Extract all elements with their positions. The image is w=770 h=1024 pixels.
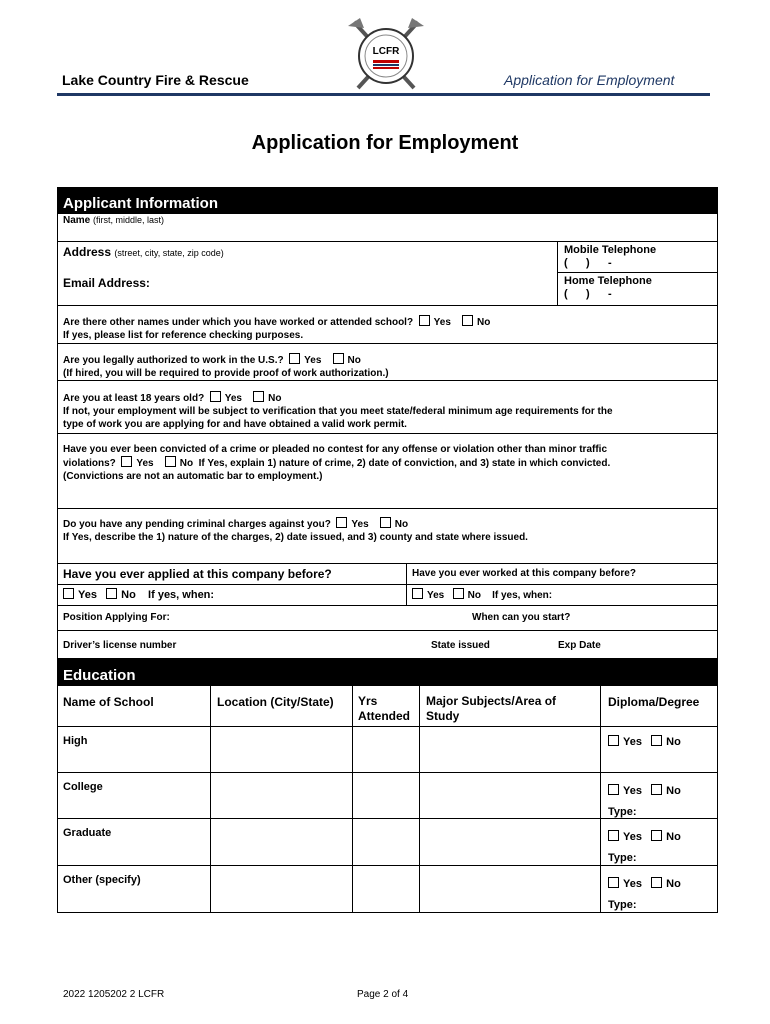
authorized-text: Are you legally authorized to work in the U.S.? (63, 355, 284, 366)
other-yes-checkbox[interactable] (608, 877, 619, 888)
applied-when-label[interactable]: If yes, when: (148, 589, 215, 601)
authorized-no-checkbox[interactable] (333, 353, 344, 364)
col-header-major-1: Major Subjects/Area of (426, 694, 557, 708)
yes-label: Yes (623, 878, 642, 890)
education-section-title: Education (63, 667, 136, 684)
name-label: Name (63, 215, 91, 226)
age-text: Are you at least 18 years old? (63, 393, 205, 404)
address-hint: (street, city, state, zip code) (114, 248, 224, 258)
worked-no-checkbox[interactable] (453, 588, 464, 599)
graduate-yes-checkbox[interactable] (608, 830, 619, 841)
col-divider (419, 685, 420, 913)
mobile-phone-field[interactable] (564, 244, 656, 270)
worked-when-label[interactable]: If yes, when: (492, 590, 553, 601)
no-label: No (666, 785, 681, 797)
age-yes-checkbox[interactable] (210, 391, 221, 402)
worked-question: Have you ever worked at this company before? (412, 568, 636, 579)
convicted-yes-checkbox[interactable] (121, 456, 132, 467)
college-no-checkbox[interactable] (651, 784, 662, 795)
no-label: No (666, 878, 681, 890)
yes-label: Yes (224, 393, 242, 404)
convicted-text-2b: If Yes, explain 1) nature of crime, 2) date of conviction, and 3) state in which convicted. (198, 458, 611, 469)
pending-yes-checkbox[interactable] (336, 517, 347, 528)
school-high: High (63, 735, 88, 747)
yes-label: Yes (304, 355, 322, 366)
age-text-3: type of work you are applying for and have obtained a valid work permit. (63, 419, 407, 430)
other-names-text: Are there other names under which you have worked or attended school? (63, 317, 414, 328)
footer-code: 2022 1205202 2 LCFR (63, 989, 165, 1000)
high-no-checkbox[interactable] (651, 735, 662, 746)
frame-right (717, 214, 718, 658)
education-section-header (57, 658, 718, 685)
authorized-question (63, 353, 703, 380)
state-issued-field[interactable]: State issued (431, 640, 490, 651)
graduate-no-checkbox[interactable] (651, 830, 662, 841)
row-divider (57, 726, 718, 727)
col-header-school: Name of School (63, 695, 154, 709)
school-other: Other (specify) (63, 874, 141, 886)
college-yes-checkbox[interactable] (608, 784, 619, 795)
convicted-text-3: (Convictions are not an automatic bar to employment.) (63, 471, 323, 482)
footer-page-number: Page 2 of 4 (357, 989, 409, 1000)
diploma-answer-other (608, 874, 681, 915)
other-type-label[interactable]: Type: (608, 899, 637, 911)
divider (57, 508, 718, 509)
authorized-text-2: (If hired, you will be required to provide proof of work authorization.) (63, 368, 389, 379)
convicted-text: Have you ever been convicted of a crime or pleaded no contest for any offense or violation other than minor traffic (63, 444, 608, 455)
no-label: No (666, 831, 681, 843)
no-label: No (347, 355, 361, 366)
home-phone-field[interactable] (564, 275, 652, 301)
age-text-2: If not, your employment will be subject to verification that you meet state/federal minimum age requirements for the (63, 406, 613, 417)
col-divider (352, 685, 353, 913)
col-header-location: Location (City/State) (217, 695, 334, 709)
logo (346, 16, 426, 94)
divider (57, 584, 718, 585)
home-phone-label: Home Telephone (564, 275, 652, 287)
yes-label: Yes (78, 589, 97, 601)
header-right-title: Application for Employment (504, 72, 675, 88)
age-no-checkbox[interactable] (253, 391, 264, 402)
no-label: No (477, 317, 491, 328)
exp-date-field[interactable]: Exp Date (558, 640, 601, 651)
col-header-major-2: Study (426, 709, 460, 723)
divider (57, 563, 718, 564)
yes-label: Yes (623, 785, 642, 797)
diploma-answer-high (608, 735, 681, 748)
pending-question (63, 517, 713, 544)
school-graduate: Graduate (63, 827, 112, 839)
applied-answer (63, 588, 214, 601)
other-names-no-checkbox[interactable] (462, 315, 473, 326)
age-question (63, 391, 713, 431)
divider (57, 630, 718, 631)
yes-label: Yes (136, 458, 154, 469)
no-label: No (268, 393, 282, 404)
address-field[interactable] (63, 245, 224, 259)
col-header-yrs-1: Yrs (358, 694, 378, 708)
applied-no-checkbox[interactable] (106, 588, 117, 599)
row-divider (57, 772, 718, 773)
other-names-question (63, 315, 703, 342)
pending-text-2: If Yes, describe the 1) nature of the charges, 2) date issued, and 3) county and state where issued. (63, 532, 528, 543)
applied-question: Have you ever applied at this company before? (63, 567, 332, 581)
divider (57, 241, 718, 242)
no-label: No (666, 736, 681, 748)
pending-no-checkbox[interactable] (380, 517, 391, 528)
no-label: No (121, 589, 136, 601)
no-label: No (179, 458, 194, 469)
start-field[interactable]: When can you start? (472, 612, 571, 623)
pending-text: Do you have any pending criminal charges against you? (63, 519, 331, 530)
header-rule (57, 93, 710, 96)
home-phone-format: ( ) - (564, 288, 612, 300)
position-field[interactable]: Position Applying For: (63, 612, 170, 623)
college-type-label[interactable]: Type: (608, 806, 637, 818)
org-name: Lake Country Fire & Rescue (62, 72, 249, 88)
diploma-answer-college (608, 781, 681, 822)
col-header-major (426, 695, 596, 723)
logo-text: LCFR (372, 46, 400, 57)
no-label: No (394, 519, 409, 530)
name-field[interactable] (63, 215, 164, 226)
mobile-phone-label: Mobile Telephone (564, 244, 657, 256)
yes-label: Yes (351, 519, 369, 530)
authorized-yes-checkbox[interactable] (289, 353, 300, 364)
applicant-section-title: Applicant Information (63, 195, 218, 212)
yes-label: Yes (427, 590, 445, 601)
convicted-question (63, 443, 713, 483)
other-names-yes-checkbox[interactable] (419, 315, 430, 326)
yes-label: Yes (623, 736, 642, 748)
mobile-phone-format: ( ) - (564, 257, 612, 269)
convicted-no-checkbox[interactable] (165, 456, 176, 467)
yes-label: Yes (623, 831, 642, 843)
divider (57, 343, 718, 344)
divider (557, 272, 717, 273)
frame-left (57, 214, 58, 658)
graduate-type-label[interactable]: Type: (608, 852, 637, 864)
phone-divider (557, 241, 558, 305)
divider (57, 380, 718, 381)
applicant-section-header (57, 187, 718, 214)
page-title: Application for Employment (251, 132, 519, 154)
license-field[interactable]: Driver’s license number (63, 640, 177, 651)
yes-label: Yes (433, 317, 451, 328)
col-header-yrs-2: Attended (358, 709, 410, 723)
col-divider (600, 685, 601, 913)
address-label: Address (63, 245, 112, 259)
name-hint: (first, middle, last) (93, 215, 165, 225)
diploma-answer-graduate (608, 827, 681, 868)
email-field[interactable]: Email Address: (63, 276, 150, 290)
school-college: College (63, 781, 103, 793)
other-no-checkbox[interactable] (651, 877, 662, 888)
col-header-yrs (358, 695, 418, 723)
divider (57, 605, 718, 606)
high-yes-checkbox[interactable] (608, 735, 619, 746)
applied-yes-checkbox[interactable] (63, 588, 74, 599)
no-label: No (467, 590, 481, 601)
other-names-text-2: If yes, please list for reference checking purposes. (63, 330, 304, 341)
convicted-text-2a: violations? (63, 458, 116, 469)
divider (57, 305, 718, 306)
worked-yes-checkbox[interactable] (412, 588, 423, 599)
col-header-diploma: Diploma/Degree (608, 695, 700, 709)
col-divider (210, 685, 211, 913)
worked-answer (412, 588, 552, 601)
divider (57, 433, 718, 434)
